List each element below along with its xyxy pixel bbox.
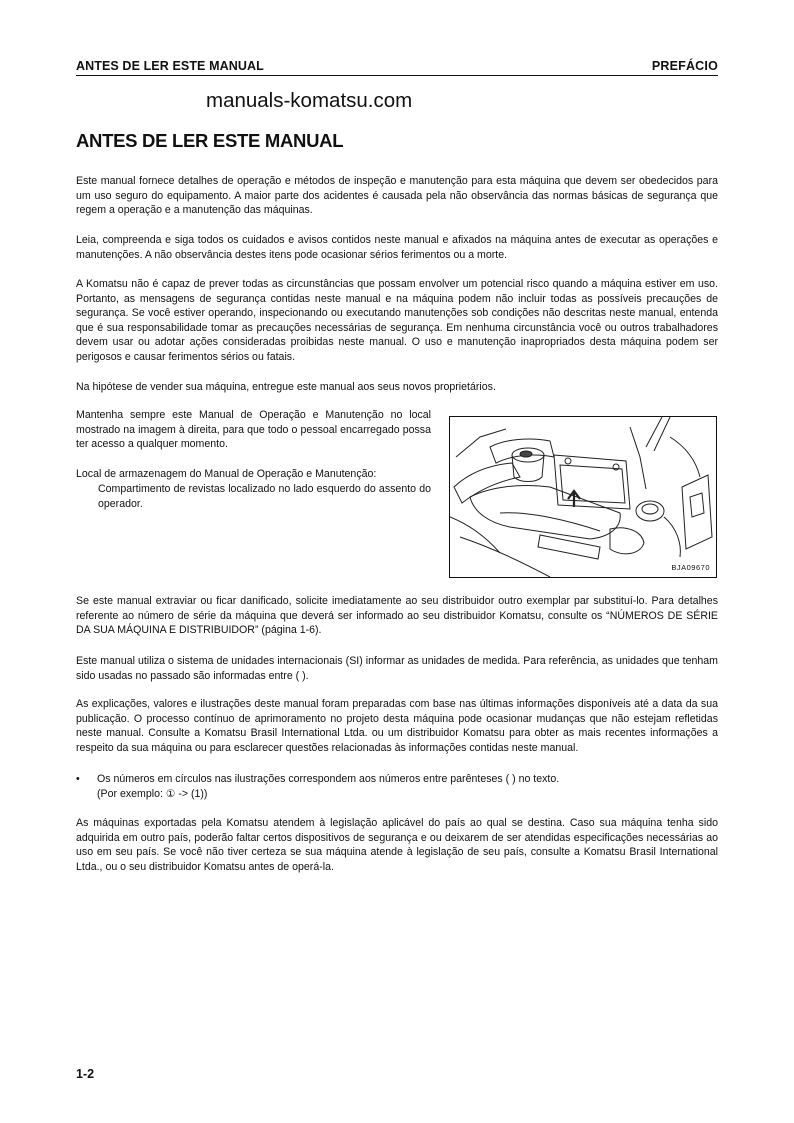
bullet-example: (Por exemplo: ① -> (1)): [97, 787, 208, 800]
page-number: 1-2: [76, 1067, 95, 1081]
paragraph-keep-manual: Mantenha sempre este Manual de Operação e Manutenção no local mostrado na imagem à direita, para que todo o pessoal encarregado possa ter acesso a qualquer momento.: [76, 409, 431, 451]
manual-storage-illustration: [449, 416, 717, 578]
paragraph-explanations: As explicações, valores e ilustrações deste manual foram preparadas com base nas últimas informações disponíveis até a data da sua publicação. O processo contínuo de aprimoramento no projeto desta máquina pode ocasionar mudanças que não estejam refletidas neste manual. Consulte a Komatsu Brasil International Ltda. ou um distribuidor Komatsu para obter as mais recentes informações a respeito da sua máquina ou para esclarecer questões relacionadas às informações contidas neste manual.: [76, 698, 718, 754]
paragraph-safety-limits: A Komatsu não é capaz de prever todas as circunstâncias que possam envolver um potencial risco quando a máquina estiver em uso. Portanto, as mensagens de segurança contidas neste manual e na máquina podem não incluir todas as possíveis precauções de segurança. Se você estiver operando, inspecionando ou executando manutenções sob condições não descritas neste manual, entenda que é sua responsabilidade tomar as precauções necessárias de segurança. Em nenhuma circunstância você ou outros trabalhadores devem usar ou adotar ações consideradas proibidas neste manual. O uso e manutenção inapropriados desta máquina podem ser perigosos e causar ferimentos sérios ou fatais.: [76, 278, 718, 363]
paragraph-read-instructions: Leia, compreenda e siga todos os cuidados e avisos contidos neste manual e afixados na máquina antes de executar as operações e manutenções. A não observância destes itens pode ocasionar sérios ferimentos ou a morte.: [76, 234, 718, 261]
page-title: ANTES DE LER ESTE MANUAL: [76, 130, 344, 151]
paragraph-intro: Este manual fornece detalhes de operação e métodos de inspeção e manutenção para esta máquina que devem ser obedecidos para um uso seguro do equipamento. A maior parte dos acidentes é causada pela não observância das normas básicas de segurança que regem a operação e a manutenção das máquinas.: [76, 175, 718, 217]
cab-interior-drawing: [450, 417, 717, 578]
storage-location-label: Local de armazenagem do Manual de Operação e Manutenção:: [76, 468, 377, 480]
figure-code: BJA09670: [671, 563, 710, 572]
paragraph-resale: Na hipótese de vender sua máquina, entregue este manual aos seus novos proprietários.: [76, 381, 496, 393]
bullet-text: Os números em círculos nas ilustrações correspondem aos números entre parênteses ( ) no texto.: [97, 773, 560, 785]
header-chapter-title: PREFÁCIO: [651, 59, 718, 73]
bullet-dot: •: [76, 773, 80, 785]
header-section-title: ANTES DE LER ESTE MANUAL: [76, 59, 264, 73]
paragraph-units: Este manual utiliza o sistema de unidades internacionais (SI) informar as unidades de medida. Para referência, as unidades que tenham sido usadas no passado são informadas entre ( ).: [76, 655, 718, 682]
running-header: [76, 58, 718, 76]
paragraph-lost-manual: Se este manual extraviar ou ficar danificado, solicite imediatamente ao seu distribuidor outro exemplar par substituí-lo. Para detalhes referente ao número de série da máquina que deverá ser informado ao seu distribuidor Komatsu, consulte os “NÚMEROS DE SÉRIE DA SUA MÁQUINA E DISTRIBUIDOR” (página 1-6).: [76, 595, 718, 637]
watermark-text: manuals-komatsu.com: [206, 89, 413, 112]
paragraph-exports: As máquinas exportadas pela Komatsu atendem à legislação aplicável do país ao qual se destina. Caso sua máquina tenha sido adquirida em outro país, poderão faltar certos dispositivos de segurança e ou deixarem de ser atendidas especificações necessárias ao uso em seu país. Se você não tiver certeza se sua máquina atende à legislação de seu país, consulte a Komatsu Brasil International Ltda., ou o seu distribuidor Komatsu antes de operá-la.: [76, 817, 718, 873]
storage-location-value: Compartimento de revistas localizado no lado esquerdo do assento do operador.: [98, 483, 431, 510]
